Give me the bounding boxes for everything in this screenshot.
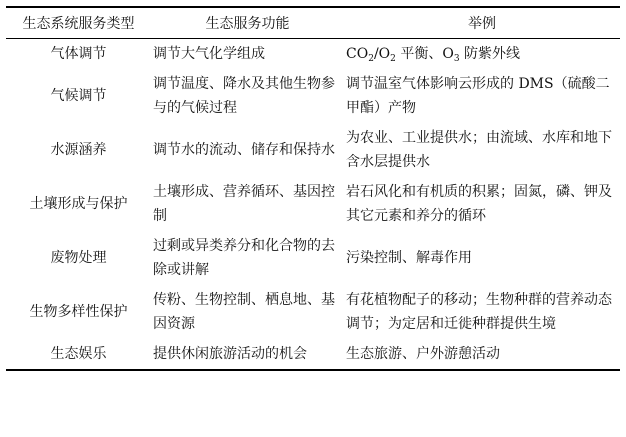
row-service-function: 调节温度、降水及其他生物参与的气候过程 — [153, 76, 335, 116]
row-service-function: 传粉、生物控制、栖息地、基因资源 — [153, 292, 335, 332]
row-service-function: 提供休闲旅游活动的机会 — [153, 346, 307, 362]
row-example — [344, 39, 620, 70]
table-row — [6, 69, 620, 123]
header-service-type: 生态系统服务类型 — [22, 16, 135, 32]
header-example: 举例 — [468, 16, 496, 32]
row-service-type: 土壤形成与保护 — [29, 196, 128, 212]
row-service-type: 生态娱乐 — [50, 346, 107, 362]
ecosystem-services-table — [6, 6, 620, 371]
example-subscript: 2 — [390, 54, 396, 64]
table-row — [6, 285, 620, 339]
row-example: 为农业、工业提供水；由流域、水库和地下含水层提供水 — [346, 130, 612, 170]
header-service-function: 生态服务功能 — [205, 16, 290, 32]
example-subscript: 2 — [368, 54, 374, 64]
row-example: 有花植物配子的移动；生物种群的营养动态调节；为定居和迁徙种群提供生境 — [346, 292, 612, 332]
example-text-part: CO — [346, 46, 369, 62]
row-service-type: 水源涵养 — [50, 142, 107, 158]
row-service-type: 生物多样性保护 — [29, 304, 128, 320]
example-text-part: 防紫外线 — [459, 46, 520, 62]
example-text-part: /O — [373, 46, 391, 62]
example-text-part: 平衡、O — [395, 46, 454, 62]
row-example: 岩石风化和有机质的积累；固氮，磷、钾及其它元素和养分的循环 — [346, 184, 612, 224]
row-service-function: 土壤形成、营养循环、基因控制 — [153, 184, 335, 224]
table-row — [6, 39, 620, 70]
row-service-type: 废物处理 — [50, 250, 107, 266]
row-example: 污染控制、解毒作用 — [346, 250, 472, 266]
row-service-function: 调节水的流动、储存和保持水 — [153, 142, 335, 158]
row-service-function: 过剩或异类养分和化合物的去除或讲解 — [153, 238, 335, 278]
table-row — [6, 339, 620, 370]
example-subscript: 3 — [453, 54, 460, 64]
table-row — [6, 177, 620, 231]
row-service-type: 气候调节 — [50, 88, 107, 104]
row-example: 调节温室气体影响云形成的 DMS（硫酸二甲酯）产物 — [346, 76, 610, 116]
table-header-row — [6, 7, 620, 39]
row-service-type: 气体调节 — [50, 46, 107, 62]
table-row — [6, 231, 620, 285]
row-service-function: 调节大气化学组成 — [153, 46, 265, 62]
table-row — [6, 123, 620, 177]
row-example: 生态旅游、户外游憩活动 — [346, 346, 500, 362]
